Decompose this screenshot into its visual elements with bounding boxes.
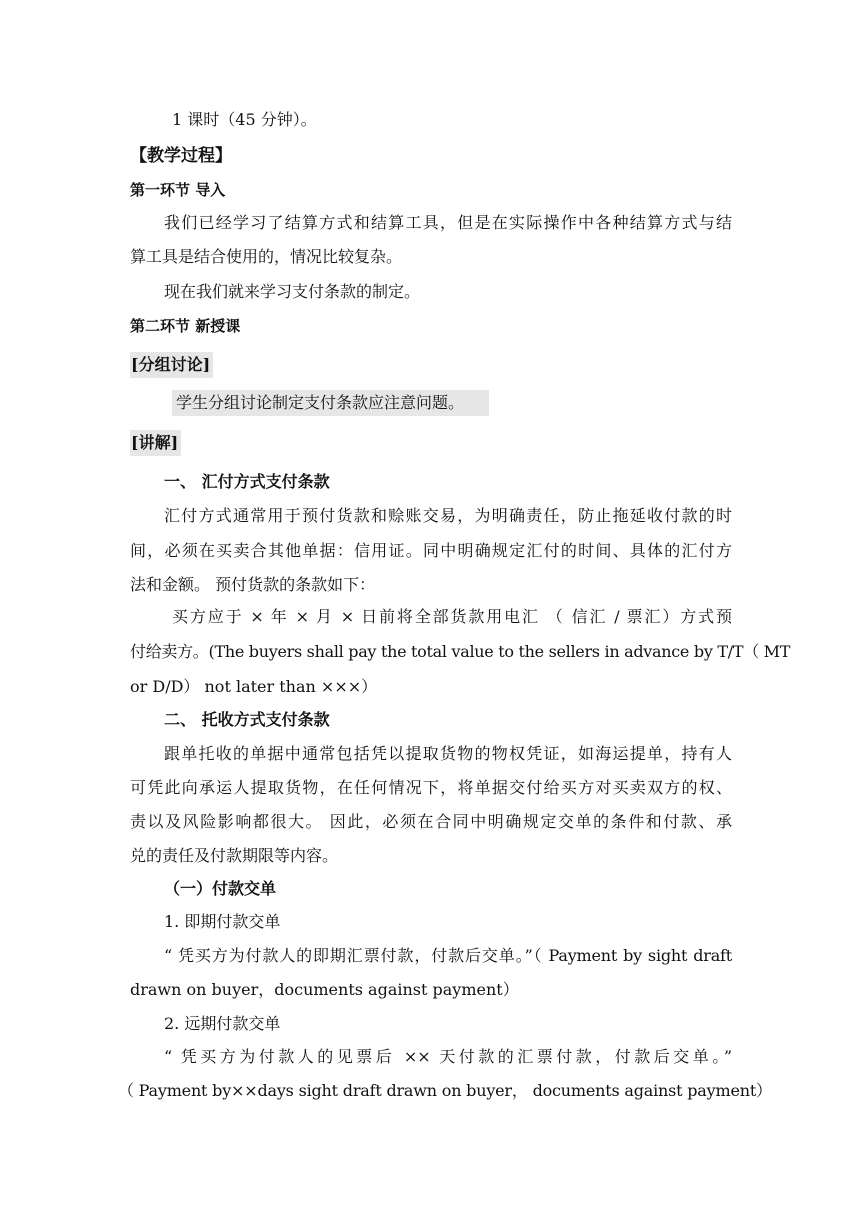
item-1-clause-line-1: “ 凭买方为付款人的即期汇票付款，付款后交单。”（ Payment by sight draft xyxy=(164,946,732,965)
section-1-heading: 一、 汇付方式支付条款 xyxy=(164,472,330,491)
item-1-clause-line-2: drawn on buyer，documents against payment） xyxy=(130,980,519,999)
group-discussion-label: [分组讨论] xyxy=(130,352,213,378)
class-hours: 1 课时（45 分钟）。 xyxy=(172,110,317,129)
item-2-clause-line-2: （ Payment by××days sight draft drawn on buyer， documents against payment） xyxy=(118,1081,772,1100)
section-2-heading: 二、 托收方式支付条款 xyxy=(164,710,330,729)
subsection-1-heading: （一）付款交单 xyxy=(164,879,277,898)
section-2-paragraph-line-2: 可凭此向承运人提取货物，在任何情况下，将单据交付给买方对买卖双方的权、 xyxy=(130,778,732,797)
prepayment-clause-line-3: or D/D） not later than ×××） xyxy=(130,677,378,696)
teaching-process-heading: 【教学过程】 xyxy=(130,146,232,166)
section-1-paragraph-line-2: 间，必须在买卖合其他单据：信用证。同中明确规定汇付的时间、具体的汇付方 xyxy=(130,541,732,560)
prepayment-clause-line-2: 付给卖方。(The buyers shall pay the total value to the sellers in advance by T/T（ MT xyxy=(130,642,791,661)
section-2-paragraph-line-3: 责以及风险影响都很大。 因此，必须在合同中明确规定交单的条件和付款、承 xyxy=(130,812,732,831)
item-2-clause-line-1: “ 凭买方为付款人的见票后 ×× 天付款的汇票付款，付款后交单。” xyxy=(164,1047,732,1066)
lecture-label: [讲解] xyxy=(130,430,181,456)
step1-paragraph-line-1: 我们已经学习了结算方式和结算工具，但是在实际操作中各种结算方式与结 xyxy=(164,213,732,232)
section-1-paragraph-line-3: 法和金额。 预付货款的条款如下： xyxy=(130,575,376,594)
step2-heading: 第二环节 新授课 xyxy=(130,317,241,335)
section-1-paragraph-line-1: 汇付方式通常用于预付货款和赊账交易，为明确责任，防止拖延收付款的时 xyxy=(164,506,732,525)
step1-heading: 第一环节 导入 xyxy=(130,181,226,199)
step1-paragraph-line-2: 算工具是结合使用的，情况比较复杂。 xyxy=(130,247,403,266)
section-2-paragraph-line-4: 兑的责任及付款期限等内容。 xyxy=(130,846,339,865)
step1-paragraph-2: 现在我们就来学习支付条款的制定。 xyxy=(164,282,421,301)
item-2-heading: 2. 远期付款交单 xyxy=(164,1014,281,1033)
prepayment-clause-line-1: 买方应于 × 年 × 月 × 日前将全部货款用电汇 （ 信汇 / 票汇）方式预 xyxy=(172,607,732,626)
group-discussion-text: 学生分组讨论制定支付条款应注意问题。 xyxy=(172,390,489,416)
section-2-paragraph-line-1: 跟单托收的单据中通常包括凭以提取货物的物权凭证，如海运提单，持有人 xyxy=(164,744,732,763)
item-1-heading: 1. 即期付款交单 xyxy=(164,912,281,931)
